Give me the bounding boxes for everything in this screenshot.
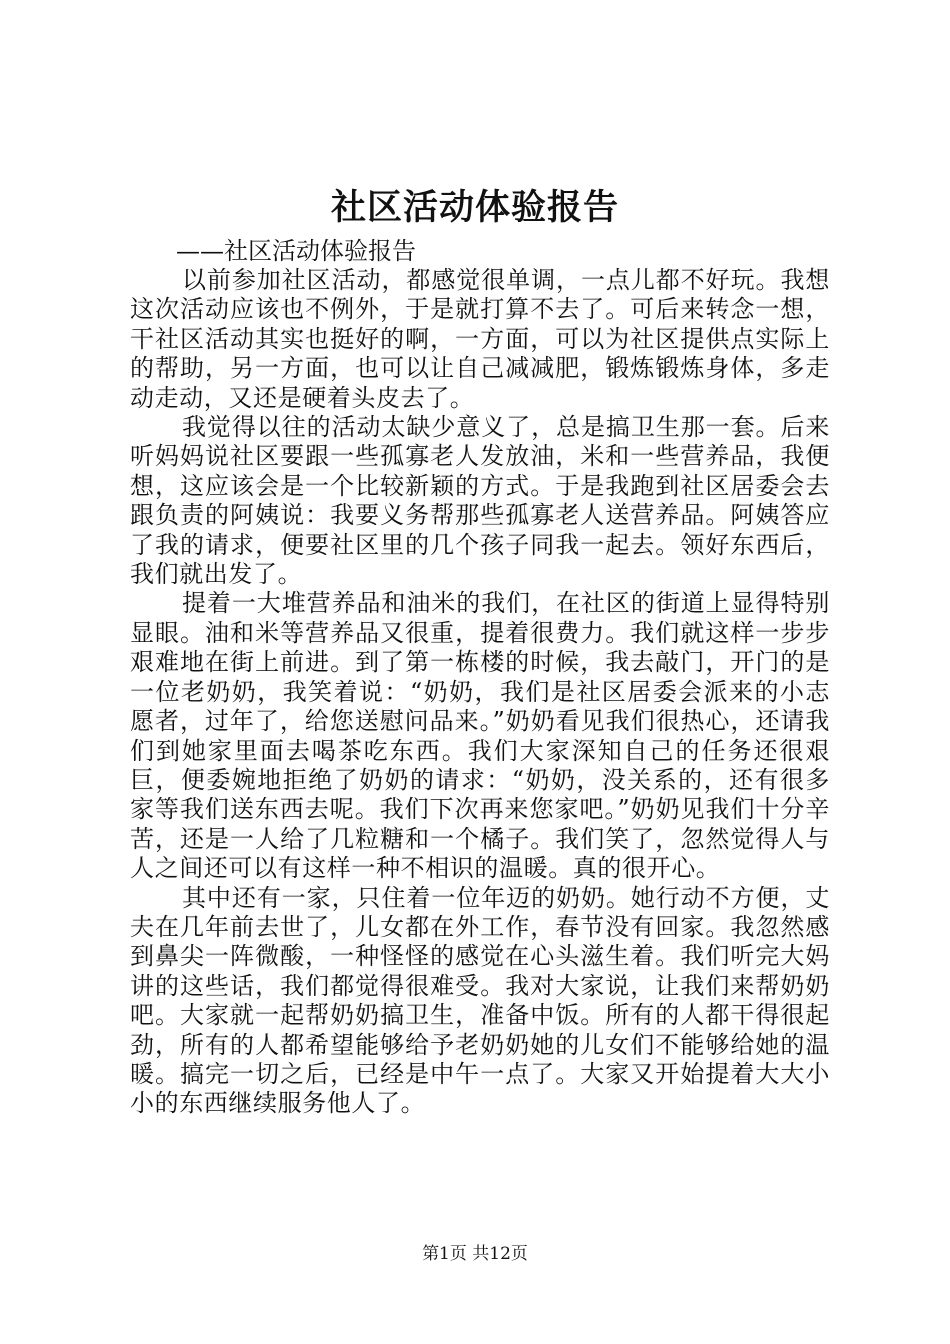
paragraph-4: 其中还有一家，只住着一位年迈的奶奶。她行动不方便，丈夫在几年前去世了，儿女都在外工作，春节没有回家。我忽然感到鼻尖一阵微酸，一种怪怪的感觉在心头滋生着。我们听完大妈讲的这些话，我们都觉得很难受。我对大家说，让我们来帮奶奶吧。大家就一起帮奶奶搞卫生，准备中饭。所有的人都干得很起劲，所有的人都希望能够给予老奶奶她的儿女们不能够给她的温暖。搞完一切之后，已经是中午一点了。大家又开始提着大大小小的东西继续服务他人了。 (130, 883, 830, 1118)
document-subtitle: ——社区活动体验报告 (176, 237, 416, 265)
paragraph-1: 以前参加社区活动，都感觉很单调，一点儿都不好玩。我想这次活动应该也不例外，于是就打算不去了。可后来转念一想，干社区活动其实也挺好的啊，一方面，可以为社区提供点实际上的帮助，另一方面，也可以让自己减减肥，锻炼锻炼身体，多走动走动，又还是硬着头皮去了。 (130, 266, 830, 412)
paragraph-3: 提着一大堆营养品和油米的我们，在社区的街道上显得特别显眼。油和米等营养品又很重，提着很费力。我们就这样一步步艰难地在街上前进。到了第一栋楼的时候，我去敲门，开门的是一位老奶奶，我笑着说：“奶奶，我们是社区居委会派来的小志愿者，过年了，给您送慰问品来。”奶奶看见我们很热心，还请我们到她家里面去喝茶吃东西。我们大家深知自己的任务还很艰巨，便委婉地拒绝了奶奶的请求：“奶奶，没关系的，还有很多家等我们送东西去呢。我们下次再来您家吧。”奶奶见我们十分辛苦，还是一人给了几粒糖和一个橘子。我们笑了，忽然觉得人与人之间还可以有这样一种不相识的温暖。真的很开心。 (130, 589, 830, 883)
page-number-footer: 第1页 共12页 (422, 1244, 528, 1264)
paragraph-2: 我觉得以往的活动太缺少意义了，总是搞卫生那一套。后来听妈妈说社区要跟一些孤寡老人发放油，米和一些营养品，我便想，这应该会是一个比较新颖的方式。于是我跑到社区居委会去跟负责的阿姨说：我要义务帮那些孤寡老人送营养品。阿姨答应了我的请求，便要社区里的几个孩子同我一起去。领好东西后，我们就出发了。 (130, 413, 830, 589)
document-body (130, 237, 830, 1119)
document-title: 社区活动体验报告 (330, 187, 619, 228)
